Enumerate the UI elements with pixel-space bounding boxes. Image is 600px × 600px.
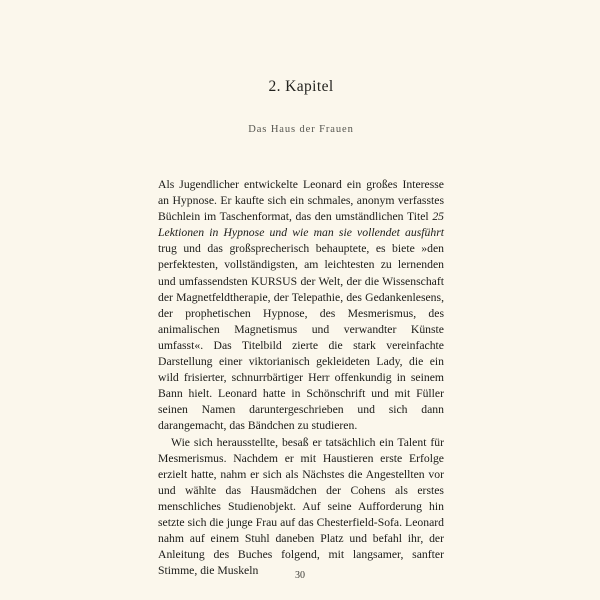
chapter-number-heading: 2. Kapitel (268, 78, 334, 95)
page-number: 30 (295, 570, 305, 581)
paragraph: Als Jugendlicher entwickelte Leonard ein großes Interesse an Hypnose. Er kaufte sich ein schmales, anonym verfasstes Büchlein im Taschenformat, das den umständlichen Titel 25 Lektionen in Hypnose und wie man sie vollendet ausführt trug und das großsprecherisch behauptete, es biete »den perfektesten, vollständigsten, am leichtesten zu lernenden und umfassendsten KURSUS der Welt, der die Wissenschaft der Magnetfeldtherapie, der Telepathie, des Gedankenlesens, der prophetischen Hypnose, des Mesmerismus, des animalischen Magnetismus und verwandter Künste umfasst«. Das Titelbild zierte die stark vereinfachte Darstellung einer viktorianisch gekleideten Lady, die ein wild frisierter, schnurrbärtiger Herr offenkundig in seinem Bann hielt. Leonard hatte in Schönschrift und mit Füller seinen Namen daruntergeschrieben und sich dann darangemacht, das Bändchen zu studieren. (158, 178, 444, 433)
page-margin-right (472, 0, 600, 600)
chapter-subtitle: Das Haus der Frauen (248, 124, 354, 135)
page-text-block (158, 60, 444, 579)
body-copy (158, 177, 444, 579)
paragraph: Wie sich herausstellte, besaß er tatsächlich ein Talent für Mesmerismus. Nachdem er mit Haustieren erste Erfolge erzielt hatte, nahm er sich als Nächstes die Angestellten vor und wählte das Hausmädchen der Cohens als erstes menschliches Studienobjekt. Auf seine Aufforderung hin setzte sich die junge Frau auf das Chesterfield-Sofa. Leonard nahm auf einem Stuhl daneben Platz und befahl ihr, der Anleitung des Buches folgend, mit langsamer, sanfter Stimme, die Muskeln (158, 435, 444, 578)
page-margin-left (0, 0, 128, 600)
